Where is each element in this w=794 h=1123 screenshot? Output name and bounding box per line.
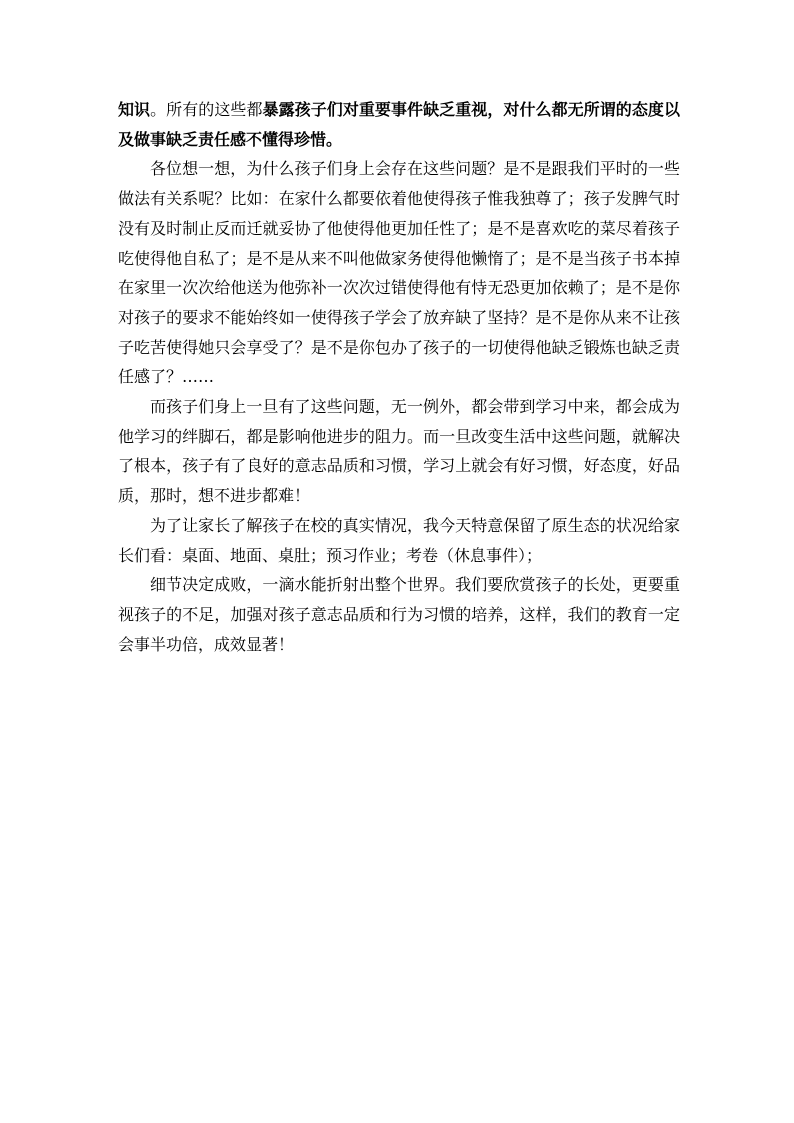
paragraph-1-normal-middle: 。所有的这些都: [150, 100, 263, 119]
paragraph-3: 而孩子们身上一旦有了这些问题，无一例外，都会带到学习中来，都会成为他学习的绊脚石，都是影响他进步的阻力。而一旦改变生活中这些问题，就解决了根本，孩子有了良好的意志品质和习惯，学习上就会有好习惯，好态度，好品质，那时，想不进步都难！: [118, 397, 680, 506]
paragraph-4: 为了让家长了解孩子在校的真实情况，我今天特意保留了原生态的状况给家长们看：桌面、地面、桌肚；预习作业；考卷（休息事件）；: [118, 515, 680, 565]
paragraph-2: 各位想一想，为什么孩子们身上会存在这些问题？是不是跟我们平时的一些做法有关系呢？比如：在家什么都要依着他使得孩子惟我独尊了；孩子发脾气时没有及时制止反而迁就妥协了他使得他更加任性了；是不是喜欢吃的菜尽着孩子吃使得他自私了；是不是从来不叫他做家务使得他懒惰了；是不是当孩子书本掉在家里一次次给他送为他弥补一次次过错使得他有恃无恐更加依赖了；是不是你对孩子的要求不能始终如一使得孩子学会了放弃缺了坚持？是不是你从来不让孩子吃苦使得她只会享受了？是不是你包办了孩子的一切使得他缺乏锻炼也缺乏责任感了？……: [118, 159, 680, 387]
document-body: [118, 95, 680, 659]
paragraph-5: 细节决定成败，一滴水能折射出整个世界。我们要欣赏孩子的长处，更要重视孩子的不足，加强对孩子意志品质和行为习惯的培养，这样，我们的教育一定会事半功倍，成效显著！: [118, 575, 680, 654]
paragraph-1-bold-prefix: 知识: [118, 100, 151, 119]
paragraph-1-bold-rest: 暴露孩子们对重要事件缺乏重视，对什么都无所谓的态度以及做事缺乏责任感不懂得珍惜。: [118, 100, 680, 149]
paragraph-1: [118, 95, 680, 154]
